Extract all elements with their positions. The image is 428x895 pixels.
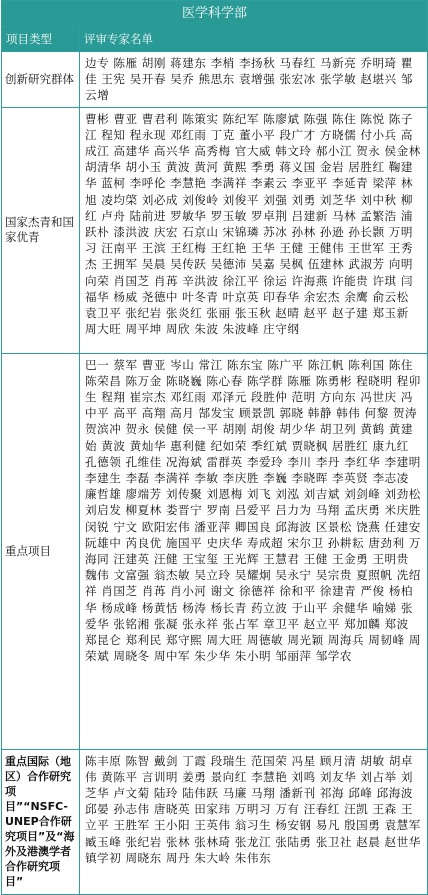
expert-table <box>1 0 428 895</box>
table-row <box>2 749 428 894</box>
row-category: 重点国际（地区）合作研究项目”“NSFC-UNEP合作研究项目”及“海外及港澳学者合作研究项目” <box>2 749 80 894</box>
table-row <box>2 353 428 749</box>
row-names: 曹彬 曹亚 曹君利 陈策实 陈纪军 陈廖斌 陈强 陈住 陈悦 陈子江 程知 程永现 邓红雨 丁克 董小平 段广才 方晓儒 付小兵 高成江 高建华 高兴华 高秀梅 官大威 韩文玲 郝小江 贺永 侯金林 胡清华 胡小玉 黄波 黄河 黄熙 季勇 蒋义国 金岩 居胜红 鞠建华 蓝柯 李呼伦 李慧艳 李满祥 李素云 李亚平 李延青 梁萍 林旭 凌均棨 刘必成 刘俊岭 刘俊平 刘强 刘勇 刘芝华 刘中秋 柳红 卢舟 陆前进 罗敏华 罗玉敏 罗卓荆 吕建新 马林 孟繁浩 浦跃朴 漆洪波 庆宏 石京山 宋锦璘 苏冰 孙林 孙逊 孙长颢 万明习 汪南平 王滨 王红梅 王红艳 王华 王健 王健伟 王世军 王秀杰 王拥军 吴晨 吴传跃 吴德沛 吴嘉 吴枫 伍建林 武淑芳 向明 向荣 肖国芝 肖苒 辛洪波 徐江平 徐运 许海燕 许能贵 许琪 闫福华 杨威 尧德中 叶冬青 叶京英 印春华 余宏杰 余鹰 俞云松 袁卫平 张纪岩 张炎红 张丽 张玉秋 赵晴 赵平 赵子建 郑玉新 周大旺 周平坤 周欣 朱波 朱波峰 庄守纲 <box>80 107 428 353</box>
row-names: 边专 陈雁 胡刚 蒋建东 李梢 李扬秋 马春红 马新亮 乔明琦 瞿佳 王宪 吴开春 吴乔 熊思东 袁增强 张宏冰 张学敏 赵堪兴 邹云增 <box>80 52 428 108</box>
row-category: 重点项目 <box>2 353 80 749</box>
row-names: 陈丰原 陈智 戴剑 丁霞 段瑞生 范国荣 冯星 顾月清 胡敏 胡卓伟 黄陈平 言训明 姜勇 景向红 李慧艳 刘鸣 刘友华 刘占举 刘芝华 卢文菊 陆玲 陆伟跃 马廉 马翔 潘新刊 祁海 邱峰 邱海波 邱晏 孙志伟 唐晓英 田家玮 万明习 万有 汪春红 汪凯 王森 王立平 王胜军 王小阳 王英伟 翁习生 杨安钢 易凡 殷国勇 袁慧军 臧玉峰 张纪岩 张林 张林琦 张龙江 张陆勇 张卫社 赵晨 赵世华 镇学初 周晓东 周丹 朱大岭 朱伟东 <box>80 749 428 894</box>
header-expert-list: 评审专家名单 <box>80 27 428 52</box>
row-category: 创新研究群体 <box>2 52 80 108</box>
table-row <box>2 52 428 108</box>
row-category: 国家杰青和国家优青 <box>2 107 80 353</box>
row-names: 巴一 蔡军 曹亚 岑山 常江 陈东宝 陈广平 陈江帆 陈利国 陈住 陈荣昌 陈万金 陈晓巍 陈心春 陈学群 陈雁 陈勇彬 程晓明 程卯生 程翔 崔宗杰 邓红雨 邓泽元 段胜仲 范明 方向东 冯世庆 冯中平 高平 高翔 高月 郜发宝 顾景凯 郭晓 韩静 韩伟 何黎 贺涛 贺滨冲 贺永 侯健 侯一平 胡刚 胡俊 胡少华 胡卫列 黄鹤 黄建始 黄波 黄灿华 惠利健 纪如荣 季红斌 贾晓枫 居胜红 康九红 孔德领 孔维佳 况海斌 雷群英 李爱玲 李川 李丹 李红华 李建明 李建生 李磊 李满祥 李敏 李庆胜 李巍 李晓晖 李英贤 李志凌 廉哲雄 廖端芳 刘传聚 刘恩梅 刘飞 刘泓 刘吉斌 刘剑峰 刘劲松 刘启发 柳夏林 娄晋宁 罗南 吕爱平 吕力为 马翔 孟庆勇 米庆胜 闵锐 宁文 欧阳宏伟 潘亚萍 卿国良 邱海波 区景松 饶燕 任建安 阮雄中 芮良优 施国平 史庆华 寿成超 宋尔卫 孙耕耘 唐劲利 万海同 汪建英 汪健 王宝玺 王光辉 王慧君 王健 王金勇 王明贵 魏伟 文富强 翁杰敏 吴立玲 吴耀炯 吴永宁 吴宗贵 夏照帆 冼绍祥 肖国芝 肖苒 肖小河 谢文 徐德祥 徐和平 徐建青 严俊 杨柏华 杨成峰 杨黄恬 杨涛 杨长青 药立波 于山平 余健华 喻娣 张爱华 张铭湘 张凝 张永祥 张占军 章卫平 赵立平 郑加麟 郑波 郑昆仑 郑利民 郑守熙 周大旺 周德敏 周光颖 周海兵 周韧峰 周荣斌 周晓冬 周中军 朱少华 朱小明 邹丽萍 邹学农 <box>80 353 428 749</box>
table-title: 医学科学部 <box>2 1 428 27</box>
table-row <box>2 107 428 353</box>
header-project-type: 项目类型 <box>2 27 80 52</box>
